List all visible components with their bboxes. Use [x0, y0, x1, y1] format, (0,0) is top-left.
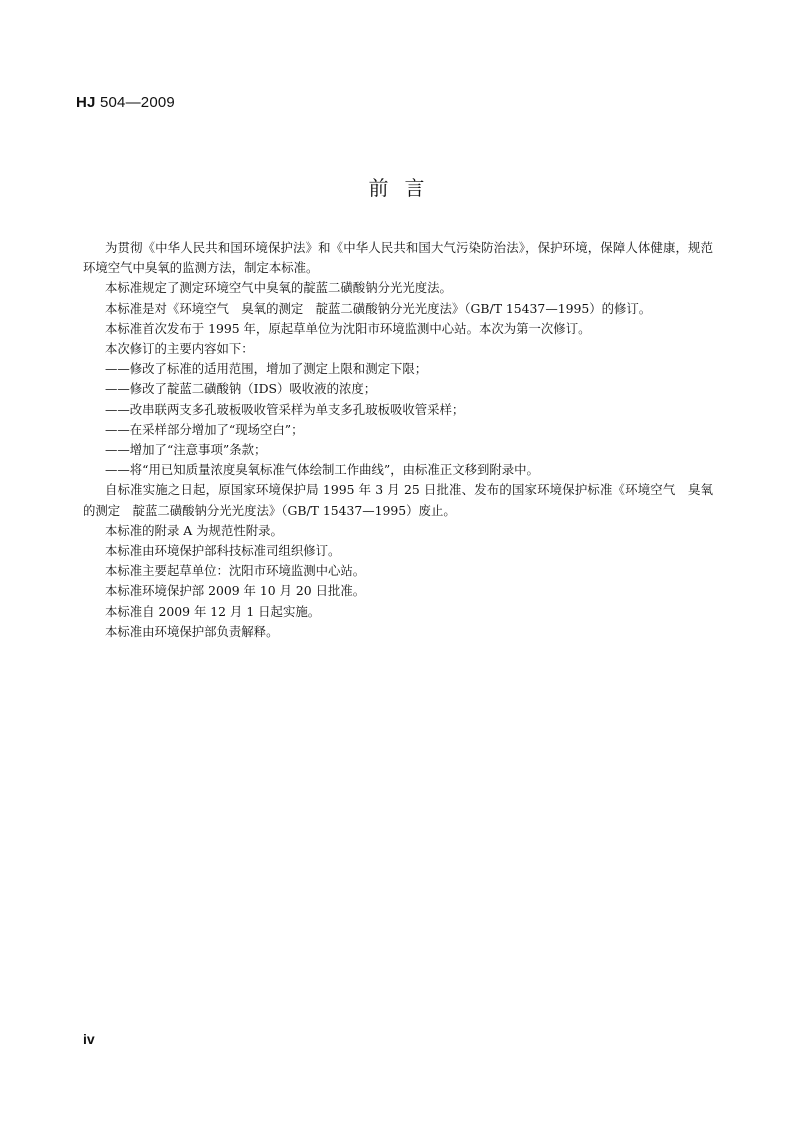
- paragraph: 为贯彻《中华人民共和国环境保护法》和《中华人民共和国大气污染防治法》，保护环境，保障人体健康，规范环境空气中臭氧的监测方法，制定本标准。: [83, 240, 713, 276]
- standard-code: [76, 94, 175, 111]
- list-item: ——将“用已知质量浓度臭氧标准气体绘制工作曲线”，由标准正文移到附录中。: [105, 462, 539, 478]
- paragraph: 自标准实施之日起，原国家环境保护局 1995 年 3 月 25 日批准、发布的国家环境保护标准《环境空气 臭氧的测定 靛蓝二磺酸钠分光光度法》（GB/T 15437—1995）废止。: [83, 482, 713, 518]
- paragraph: 本次修订的主要内容如下：: [105, 341, 254, 357]
- page-title: 前言: [368, 176, 441, 200]
- paragraph: 本标准自 2009 年 12 月 1 日起实施。: [105, 603, 321, 619]
- list-item: ——修改了靛蓝二磺酸钠（IDS）吸收液的浓度；: [105, 381, 377, 397]
- paragraph: 本标准环境保护部 2009 年 10 月 20 日批准。: [105, 583, 366, 599]
- list-item: ——改串联两支多孔玻板吸收管采样为单支多孔玻板吸收管采样；: [105, 401, 465, 417]
- paragraph: 本标准规定了测定环境空气中臭氧的靛蓝二磺酸钠分光光度法。: [105, 280, 452, 296]
- paragraph: 本标准是对《环境空气 臭氧的测定 靛蓝二磺酸钠分光光度法》（GB/T 15437—1995）的修订。: [105, 300, 652, 316]
- standard-code-prefix: HJ: [76, 94, 96, 111]
- page-number: iv: [83, 1031, 95, 1047]
- paragraph: 本标准主要起草单位：沈阳市环境监测中心站。: [105, 563, 366, 579]
- paragraph: 本标准由环境保护部负责解释。: [105, 623, 279, 639]
- foreword-body: [83, 238, 713, 642]
- paragraph: 本标准由环境保护部科技标准司组织修订。: [105, 543, 341, 559]
- paragraph: 本标准首次发布于 1995 年，原起草单位为沈阳市环境监测中心站。本次为第一次修订。: [105, 320, 591, 336]
- standard-code-number: 504—2009: [95, 94, 175, 111]
- paragraph: 本标准的附录 A 为规范性附录。: [105, 522, 283, 538]
- list-item: ——修改了标准的适用范围，增加了测定上限和测定下限；: [105, 361, 428, 377]
- list-item: ——在采样部分增加了“现场空白”；: [105, 421, 304, 437]
- list-item: ——增加了“注意事项”条款；: [105, 442, 267, 458]
